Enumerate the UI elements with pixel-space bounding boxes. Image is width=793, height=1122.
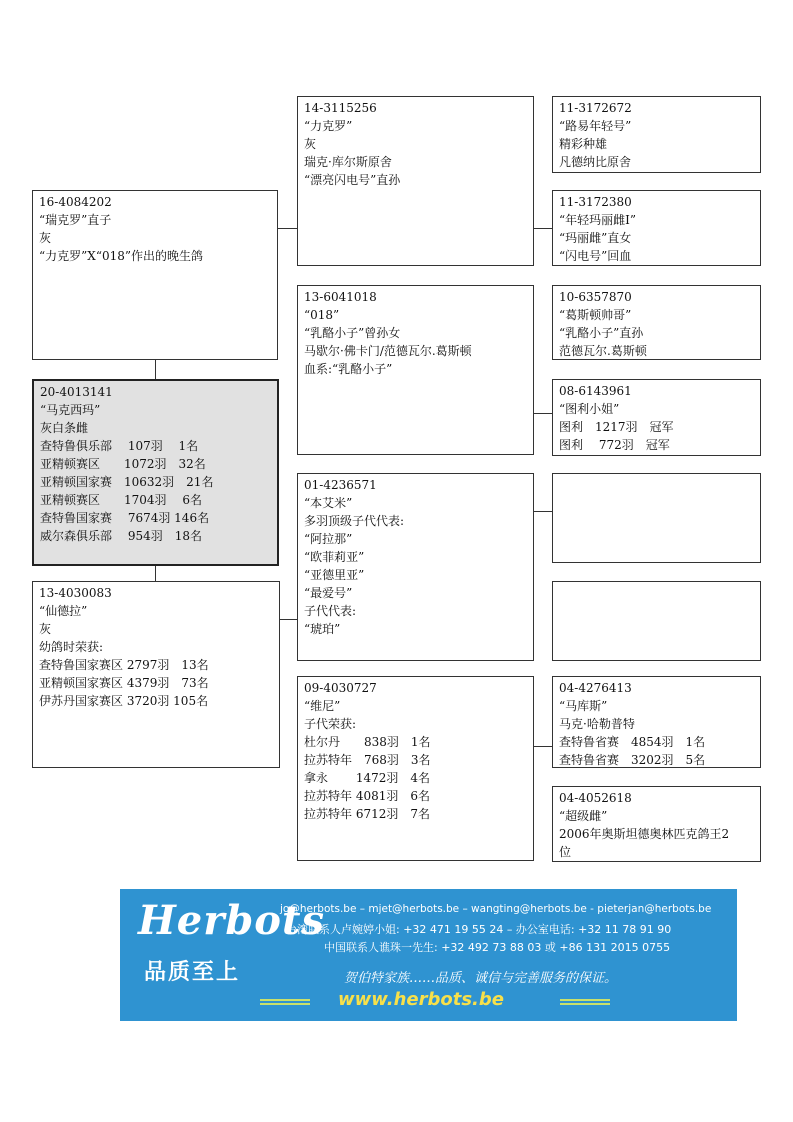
decor-line-left-2 xyxy=(260,1003,310,1005)
pedigree-line: “018” xyxy=(304,308,340,322)
connector-subject-dam xyxy=(155,565,156,582)
dsd-box xyxy=(552,581,761,661)
pedigree-line: “瑞克罗”直子 xyxy=(39,213,112,227)
pedigree-line: “闪电号”回血 xyxy=(559,249,632,263)
pedigree-line: 13-6041018 xyxy=(304,290,377,304)
pedigree-line: 查特鲁国家赛 7674羽 146名 xyxy=(40,511,210,525)
pedigree-line: 子代代表: xyxy=(304,604,357,618)
pedigree-line: 查特鲁俱乐部 107羽 1名 xyxy=(40,439,199,453)
pedigree-line: “本艾米” xyxy=(304,496,353,510)
pedigree-line: 瑞克·库尔斯原舍 xyxy=(304,155,392,169)
pedigree-line: 14-3115256 xyxy=(304,101,377,115)
sds-box xyxy=(552,285,761,360)
pedigree-line: 查特鲁省赛 3202羽 5名 xyxy=(559,753,706,767)
pedigree-line: 灰 xyxy=(304,137,317,151)
pedigree-line: 位 xyxy=(559,845,572,859)
pedigree-line: “最爱号” xyxy=(304,586,353,600)
ssd-box xyxy=(552,190,761,266)
pedigree-line: “亚德里亚” xyxy=(304,568,365,582)
pedigree-line: 11-3172672 xyxy=(559,101,632,115)
pedigree-line: 精彩种雄 xyxy=(559,137,608,151)
pedigree-line: “乳酪小子”曾孙女 xyxy=(304,326,401,340)
pedigree-line: 11-3172380 xyxy=(559,195,632,209)
pedigree-line: 伊苏丹国家赛区 3720羽 105名 xyxy=(39,694,209,708)
pedigree-line: “马库斯” xyxy=(559,699,608,713)
connector-sd xyxy=(533,413,552,414)
pedigree-line: “葛斯顿帅哥” xyxy=(559,308,632,322)
pedigree-line: “年轻玛丽雌Ⅰ” xyxy=(559,213,637,227)
dam-dam-box xyxy=(297,676,534,861)
pedigree-line: 01-4236571 xyxy=(304,478,377,492)
pedigree-line: “欧菲莉亚” xyxy=(304,550,365,564)
pedigree-line: “维尼” xyxy=(304,699,341,713)
pedigree-line: 亚精顿赛区 1704羽 6名 xyxy=(40,493,202,507)
contact-emails: jo@herbots.be – mjet@herbots.be – wangting@herbots.be - pieterjan@herbots.be xyxy=(280,903,712,915)
pedigree-line: 多羽顶级子代代表: xyxy=(304,514,405,528)
sire-sire-box xyxy=(297,96,534,266)
decor-line-left xyxy=(260,999,310,1001)
pedigree-line: 20-4013141 xyxy=(40,385,113,399)
pedigree-line: 血系:“乳酪小子” xyxy=(304,362,393,376)
pedigree-line: 04-4052618 xyxy=(559,791,632,805)
sdd-box xyxy=(552,379,761,456)
connector-dam-grandparents xyxy=(279,619,298,620)
sss-box xyxy=(552,96,761,173)
pedigree-line: 拉苏特年 768羽 3名 xyxy=(304,753,431,767)
pedigree-line: “力克罗”X“018”作出的晚生鸽 xyxy=(39,249,203,263)
pedigree-line: 亚精顿国家赛 10632羽 21名 xyxy=(40,475,214,489)
website-link[interactable]: www.herbots.be xyxy=(338,989,504,1010)
pedigree-line: 查特鲁国家赛区 2797羽 13名 xyxy=(39,658,209,672)
pedigree-line: 威尔森俱乐部 954羽 18名 xyxy=(40,529,202,543)
pedigree-line: 灰 xyxy=(39,622,52,636)
sire-box xyxy=(32,190,278,360)
pedigree-line: 2006年奥斯坦德奥林匹克鸽王2 xyxy=(559,827,730,841)
pedigree-line: 拉苏特年 4081羽 6名 xyxy=(304,789,430,803)
pedigree-line: “玛丽雌”直女 xyxy=(559,231,632,245)
pedigree-line: 幼鸽时荣获: xyxy=(39,640,104,654)
pedigree-line: 亚精顿赛区 1072羽 32名 xyxy=(40,457,206,471)
pedigree-line: 马克·哈勒普特 xyxy=(559,717,635,731)
pedigree-line: 子代荣获: xyxy=(304,717,357,731)
pedigree-line: 08-6143961 xyxy=(559,384,632,398)
connector-ss xyxy=(533,228,552,229)
connector-dd xyxy=(533,746,552,747)
pedigree-line: 13-4030083 xyxy=(39,586,112,600)
pedigree-line: 灰 xyxy=(39,231,52,245)
pedigree-line: 16-4084202 xyxy=(39,195,112,209)
dds-box xyxy=(552,676,761,768)
tagline: 贺伯特家族……品质、诚信与完善服务的保证。 xyxy=(344,971,618,986)
slogan: 品质至上 xyxy=(144,960,241,985)
connector-sire-grandparents xyxy=(277,228,298,229)
pedigree-line: “力克罗” xyxy=(304,119,353,133)
subject-box xyxy=(32,379,279,566)
herbots-banner xyxy=(120,889,737,1021)
dss-box xyxy=(552,473,761,563)
pedigree-line: 09-4030727 xyxy=(304,681,377,695)
pedigree-line: “马克西玛” xyxy=(40,403,101,417)
pedigree-line: 图利 1217羽 冠军 xyxy=(559,420,674,434)
contact-china: 中国联系人谯珠一先生: +32 492 73 88 03 或 +86 131 2015 0755 xyxy=(324,941,671,954)
connector-ds xyxy=(533,511,552,512)
pedigree-line: “图利小姐” xyxy=(559,402,620,416)
pedigree-line: 查特鲁省赛 4854羽 1名 xyxy=(559,735,706,749)
pedigree-line: 马歇尔·佛卡门/范德瓦尔.葛斯顿 xyxy=(304,344,472,358)
dam-box xyxy=(32,581,280,768)
decor-line-right xyxy=(560,999,610,1001)
pedigree-line: 10-6357870 xyxy=(559,290,632,304)
decor-line-right-2 xyxy=(560,1003,610,1005)
connector-sire-subject xyxy=(155,359,156,380)
pedigree-line: 杜尔丹 838羽 1名 xyxy=(304,735,431,749)
pedigree-line: 04-4276413 xyxy=(559,681,632,695)
ddd-box xyxy=(552,786,761,862)
pedigree-line: “漂亮闪电号”直孙 xyxy=(304,173,401,187)
pedigree-line: “路易年轻号” xyxy=(559,119,632,133)
pedigree-line: 灰白条雌 xyxy=(40,421,89,435)
pedigree-line: “乳酪小子”直孙 xyxy=(559,326,644,340)
dam-sire-box xyxy=(297,473,534,661)
pedigree-line: “仙德拉” xyxy=(39,604,88,618)
pedigree-line: “超级雌” xyxy=(559,809,608,823)
pedigree-line: 图利 772羽 冠军 xyxy=(559,438,670,452)
pedigree-line: 凡德纳比原舍 xyxy=(559,155,632,169)
pedigree-line: 拉苏特年 6712羽 7名 xyxy=(304,807,430,821)
contact-taiwan: 台湾联系人卢婉婷小姐: +32 471 19 55 24 – 办公室电话: +32 11 78 91 90 xyxy=(286,923,672,936)
pedigree-line: “琥珀” xyxy=(304,622,341,636)
sire-dam-box xyxy=(297,285,534,455)
pedigree-line: 亚精顿国家赛区 4379羽 73名 xyxy=(39,676,209,690)
pedigree-line: 拿永 1472羽 4名 xyxy=(304,771,430,785)
pedigree-line: “阿拉那” xyxy=(304,532,353,546)
pedigree-line: 范德瓦尔.葛斯顿 xyxy=(559,344,647,358)
herbots-logo: Herbots xyxy=(138,897,325,944)
